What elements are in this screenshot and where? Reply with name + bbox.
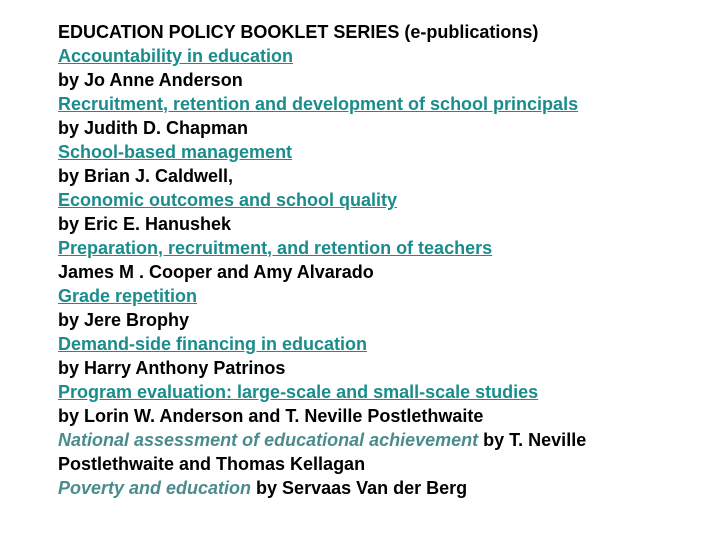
booklet-author: by Harry Anthony Patrinos [58,358,286,378]
booklet-link-school-based-management[interactable]: School-based management [58,142,293,162]
booklet-link-demand-side-financing[interactable]: Demand-side financing in education [58,334,368,354]
booklet-author: by Jo Anne Anderson [58,70,243,90]
booklet-link-program-evaluation[interactable]: Program evaluation: large-scale and small-scale studies [58,382,539,402]
booklet-author: by Lorin W. Anderson and T. Neville Postlethwaite [58,406,484,426]
booklet-link-accountability[interactable]: Accountability in education [58,46,294,66]
booklet-author: by Jere Brophy [58,310,190,330]
booklet-link-economic-outcomes[interactable]: Economic outcomes and school quality [58,190,398,210]
booklet-link-principals[interactable]: Recruitment, retention and development of school principals [58,94,579,114]
booklet-list [58,20,658,500]
booklet-author: by Judith D. Chapman [58,118,249,138]
booklet-entry-poverty [58,476,658,500]
booklet-author: by Servaas Van der Berg [251,478,468,498]
booklet-link-teachers[interactable]: Preparation, recruitment, and retention of teachers [58,238,493,258]
booklet-author: by Brian J. Caldwell, [58,166,234,186]
booklet-entry-national-assessment [58,428,658,476]
booklet-author: James M . Cooper and Amy Alvarado [58,262,374,282]
booklet-link-grade-repetition[interactable]: Grade repetition [58,286,198,306]
booklet-title-national-assessment: National assessment of educational achievement [58,430,479,450]
booklet-title-poverty: Poverty and education [58,478,252,498]
booklet-author: by T. Neville Postlethwaite and Thomas Kellagan [58,430,587,474]
booklet-author: by Eric E. Hanushek [58,214,232,234]
page-title: EDUCATION POLICY BOOKLET SERIES (e-publications) [58,22,539,42]
